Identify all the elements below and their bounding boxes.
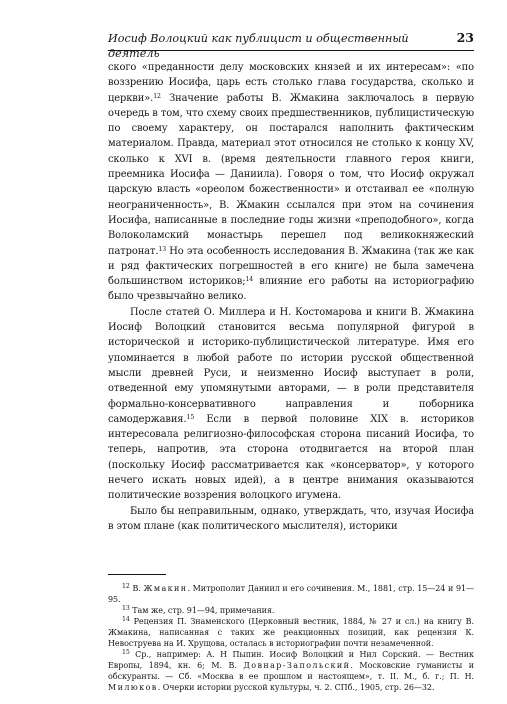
footnote-15-part-a: Ср., например: А. Н Пыпин. Иосиф Волоцкий и Нил Сорский. — Вестник Европы, 1894, кн. 6; М. В. (108, 650, 474, 670)
footnote-15-part-b: . Московские гуманисты и обскуранты. — Сб. «Москва в ее прошлом и настоящем», т. II. М., б. г.; П. Н. (108, 661, 474, 681)
footnote-12 (108, 583, 474, 605)
running-header (108, 30, 474, 61)
footnote-14-text: Рецензия П. Знаменского (Церковный вестник, 1884, № 27 и сл.) на книгу В. Жмакина, написанная с таких же реакционных позиций, как рецензия К. Невоструева на И. Хрущова, осталась в историографии почти незамеченной. (108, 617, 474, 648)
paragraph-2 (108, 305, 474, 504)
footnote-15 (108, 649, 474, 693)
paragraph-2-part-a: После статей О. Миллера и Н. Костомарова и книги В. Жмакина Иосиф Волоцкий становится весьма популярной фигурой в исторической и историко-публицистической литературе. Имя его упоминается в любой работе по истории русской общественной мысли древней Руси, и неизменно Иосиф выступает в роли, отведенной ему упомянутыми авторами, — в роли представителя формально-консервативного направления и поборника самодержавия. (108, 306, 474, 425)
footnote-12-part-a: В. (129, 584, 144, 593)
footnote-14-number: 14 (122, 616, 130, 623)
footnote-12-number: 12 (122, 583, 130, 590)
running-title: Иосиф Волоцкий как публицист и общественный деятель (108, 32, 409, 60)
page-number: 23 (456, 30, 474, 45)
paragraph-1 (108, 60, 474, 305)
footnote-rule (108, 574, 166, 575)
footnote-ref-12: 12 (153, 92, 161, 100)
footnote-15-author-2: Милюков (108, 683, 158, 692)
header-rule (108, 50, 474, 51)
footnote-13 (108, 605, 474, 616)
footnote-14 (108, 616, 474, 649)
footnote-12-part-b: . Митрополит Даниил и его сочинения. М., 1881, стр. 15—24 и 91—95. (108, 584, 474, 604)
paragraph-1-part-d: влияние его работы на историографию было чрезвычайно велико. (108, 276, 474, 303)
footnote-13-number: 13 (122, 605, 130, 612)
paragraph-1-part-a: ского «преданности делу московских князей и их интересам»: «по воззрению Иосифа, царь есть столько глава государства, сколько и церкви». (108, 62, 474, 104)
footnotes (108, 583, 474, 693)
main-text (108, 60, 474, 534)
footnote-ref-13: 13 (158, 245, 167, 253)
footnote-13-text: Там же, стр. 91—94, примечания. (129, 606, 275, 615)
footnote-ref-14: 14 (245, 276, 254, 284)
paragraph-1-part-c: Но эта особенность исследования В. Жмакина (так же как и ряд фактических погрешностей в его книге) не была замечена большинством историков; (108, 245, 474, 288)
footnote-15-author-1: Довнар-Запольский (243, 661, 351, 670)
footnote-12-author: Жмакин (143, 584, 188, 593)
paragraph-1-part-b: Значение работы В. Жмакина заключалось в первую очередь в том, что схему своих предшественников, публицистическую по своему характеру, он постарался наполнить фактическим материалом. Правда, материал этот относился не столько к концу XV, сколько к XVI в. (время деятельности главного героя книги, преемника Иосифа — Даниила). Говоря о том, что Иосиф окружал царскую власть «ореолом божественности» и отстаивал ее «полную неограниченность», В. Жмакин ссылался при этом на сочинения Иосифа, написанные в последние годы жизни «преподобного», когда Волоколамский монастырь перешел под великокняжеский патронат. (108, 92, 474, 257)
paragraph-2-part-b: Если в первой половине XIX в. историков интересовала религиозно-философская сторона писаний Иосифа, то теперь, напротив, эта сторона отодвигается на второй план (поскольку Иосиф рассматривается как «консерватор», у которого нечего искать новых идей), а в центре внимания оказываются политические воззрения волоцкого игумена. (108, 413, 474, 502)
footnote-15-number: 15 (122, 649, 130, 656)
paragraph-3: Было бы неправильным, однако, утверждать, что, изучая Иосифа в этом плане (как политического мыслителя), историки (108, 505, 474, 532)
footnote-ref-15: 15 (186, 413, 195, 421)
footnote-15-part-c: . Очерки истории русской культуры, ч. 2. СПб., 1905, стр. 26—32. (157, 683, 435, 692)
